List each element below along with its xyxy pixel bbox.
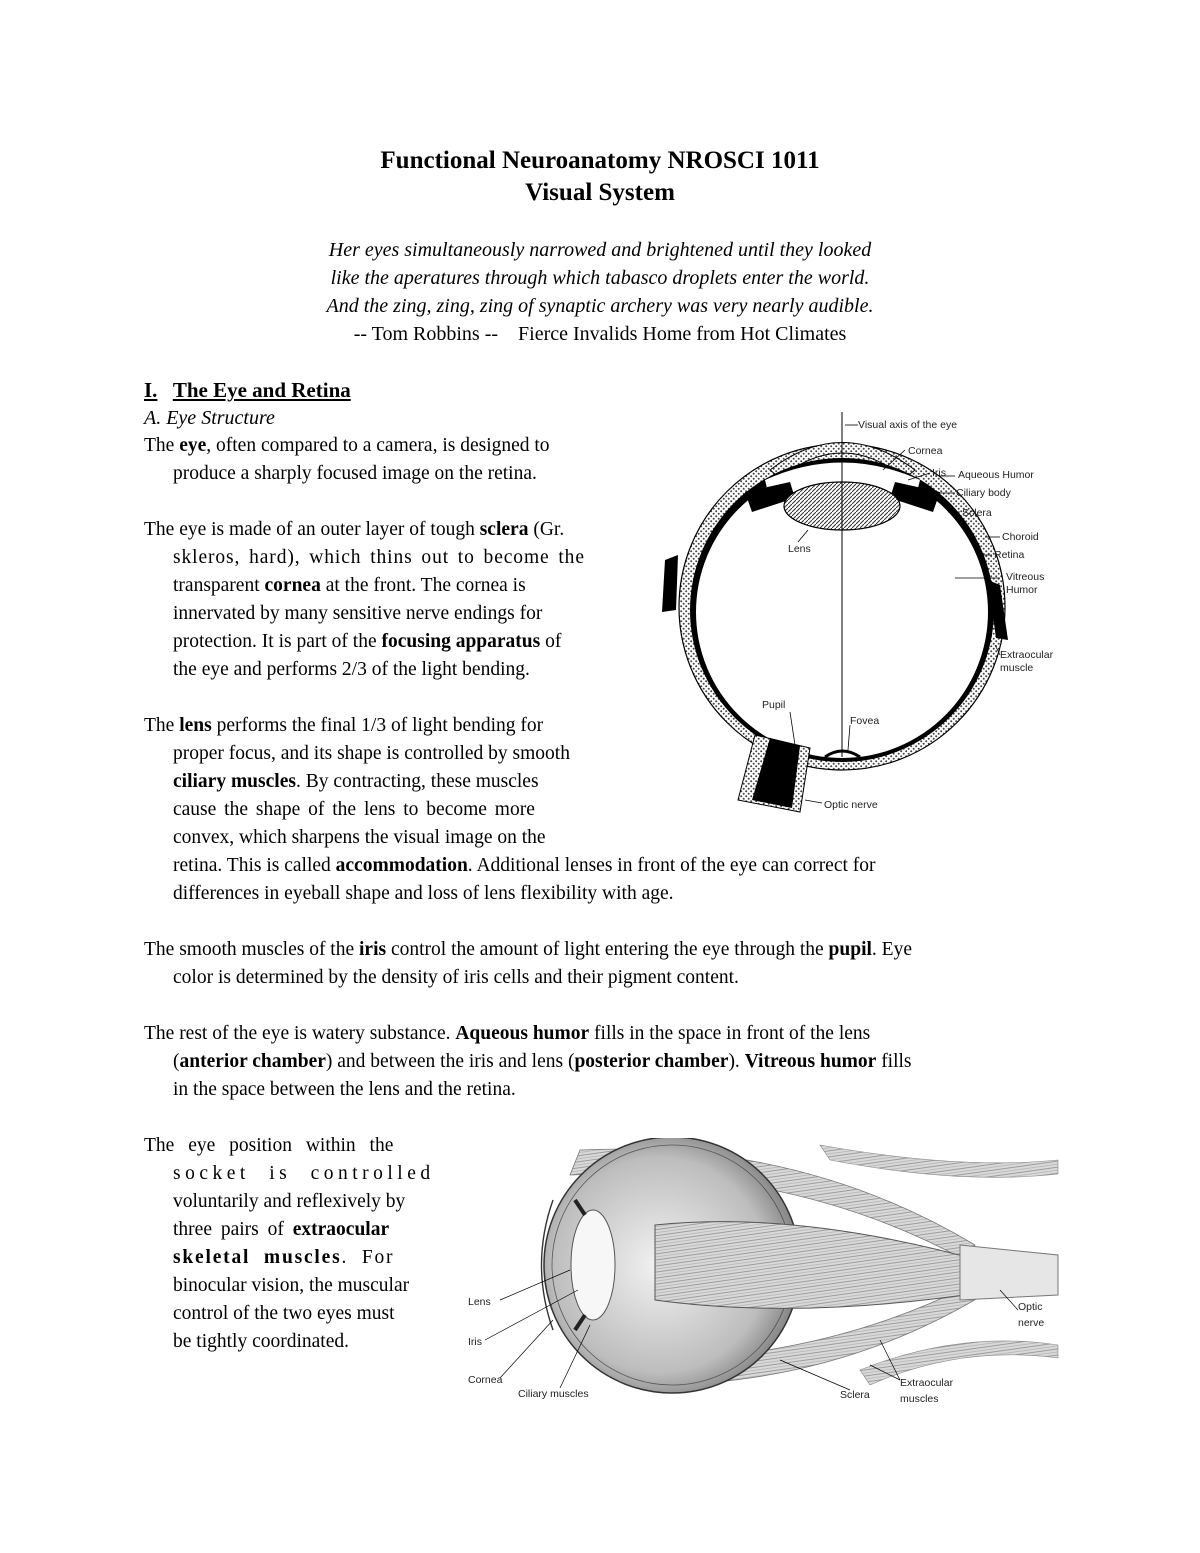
label-vitreous-1: Vitreous xyxy=(1006,571,1045,583)
text: the eye and performs 2/3 of the light bending. xyxy=(173,659,530,680)
term-pupil: pupil xyxy=(828,939,872,960)
label-pupil: Pupil xyxy=(762,699,786,711)
label-optic-nerve-1: Optic xyxy=(1018,1301,1043,1313)
term-iris: iris xyxy=(359,939,387,960)
text: transparent xyxy=(173,575,265,596)
eye-muscles-figure xyxy=(460,1138,1065,1418)
text: at the front. The cornea is xyxy=(320,575,526,596)
label-lens: Lens xyxy=(788,543,811,555)
label-fovea: Fovea xyxy=(850,715,880,727)
term-sclera: sclera xyxy=(479,519,529,540)
label-extraocular-2: muscle xyxy=(1000,662,1034,674)
epigraph-line-2: like the aperatures through which tabasco droplets enter the world. xyxy=(330,267,870,289)
text: The eye is made of an outer layer of tough xyxy=(144,519,480,540)
label-extraocular-muscles-2: muscles xyxy=(900,1393,939,1405)
text: . Additional lenses in front of the eye can correct for xyxy=(467,855,876,876)
text: three pairs of xyxy=(173,1219,293,1240)
text: socket is controlled xyxy=(173,1163,435,1184)
eye-cross-section-figure xyxy=(640,405,1080,820)
paragraph-iris xyxy=(144,936,1084,992)
text: , often compared to a camera, is designed to xyxy=(206,435,550,456)
label-ciliary-body: Ciliary body xyxy=(956,487,1011,499)
term-posterior-chamber: posterior chamber xyxy=(574,1051,729,1072)
text: (Gr. xyxy=(528,519,565,540)
text: performs the final 1/3 of light bending for xyxy=(211,715,544,736)
text: be tightly coordinated. xyxy=(173,1331,349,1352)
text: ). xyxy=(728,1051,745,1072)
document-subtitle: Visual System xyxy=(525,179,675,206)
text: retina. This is called xyxy=(173,855,336,876)
text: skleros, hard), which thins out to become the xyxy=(173,547,585,568)
text: binocular vision, the muscular xyxy=(173,1275,410,1296)
epigraph-line-1: Her eyes simultaneously narrowed and brightened until they looked xyxy=(328,239,872,261)
label-aqueous-humor: Aqueous Humor xyxy=(958,469,1034,481)
term-extraocular: extraocular xyxy=(292,1219,390,1240)
label-optic-nerve: Optic nerve xyxy=(824,799,878,811)
lens-shape-2 xyxy=(571,1210,615,1320)
label-cornea: Cornea xyxy=(908,445,943,457)
optic-nerve-shape-2 xyxy=(960,1245,1058,1300)
label-retina: Retina xyxy=(994,549,1025,561)
text: color is determined by the density of iris cells and their pigment content. xyxy=(173,967,739,988)
text: The rest of the eye is watery substance. xyxy=(144,1023,456,1044)
extraocular-muscle-left xyxy=(662,555,678,612)
text: of xyxy=(540,631,562,652)
term-focusing-apparatus: focusing apparatus xyxy=(381,631,541,652)
label-sclera-2: Sclera xyxy=(840,1389,870,1401)
subsection-heading: A. Eye Structure xyxy=(144,407,275,429)
term-anterior-chamber: anterior chamber xyxy=(179,1051,326,1072)
text: produce a sharply focused image on the retina. xyxy=(173,463,537,484)
paragraph-extraocular xyxy=(144,1132,456,1356)
term-cornea: cornea xyxy=(264,575,321,596)
section-number: I. xyxy=(144,378,158,402)
term-eye: eye xyxy=(179,435,207,456)
term-vitreous-humor: Vitreous humor xyxy=(744,1051,877,1072)
paragraph-eye-intro xyxy=(144,432,644,488)
section-title: The Eye and Retina xyxy=(172,378,351,402)
text: The xyxy=(144,715,180,736)
label-vitreous-2: Humor xyxy=(1006,584,1038,596)
text: fills in the space in front of the lens xyxy=(589,1023,871,1044)
text: ) and between the iris and lens ( xyxy=(325,1051,575,1072)
term-skeletal-muscles: skeletal muscles xyxy=(173,1247,342,1268)
text: proper focus, and its shape is controlled by smooth xyxy=(173,743,570,764)
text: . By contracting, these muscles xyxy=(295,771,539,792)
epigraph-attribution: -- Tom Robbins -- Fierce Invalids Home from Hot Climates xyxy=(353,323,847,345)
text: convex, which sharpens the visual image on the xyxy=(173,827,546,848)
text: The xyxy=(144,435,180,456)
term-lens: lens xyxy=(179,715,212,736)
text: The eye position within the xyxy=(144,1135,394,1156)
text: in the space between the lens and the retina. xyxy=(173,1079,516,1100)
text: . For xyxy=(341,1247,395,1268)
text: differences in eyeball shape and loss of lens flexibility with age. xyxy=(173,883,674,904)
label-iris-2: Iris xyxy=(468,1336,482,1348)
text: cause the shape of the lens to become more xyxy=(173,799,535,820)
text: control of the two eyes must xyxy=(173,1303,395,1324)
label-extraocular-muscles-1: Extraocular xyxy=(900,1377,954,1389)
paragraph-sclera xyxy=(144,516,644,684)
term-ciliary-muscles: ciliary muscles xyxy=(173,771,296,792)
label-sclera: Sclera xyxy=(962,507,992,519)
label-iris: Iris xyxy=(932,467,946,479)
label-visual-axis: Visual axis of the eye xyxy=(858,419,958,431)
label-optic-nerve-2: nerve xyxy=(1018,1317,1045,1329)
paragraph-humor xyxy=(144,1020,1084,1104)
text: voluntarily and reflexively by xyxy=(173,1191,406,1212)
label-lens-2: Lens xyxy=(468,1296,491,1308)
label-choroid: Choroid xyxy=(1002,531,1039,543)
text: fills xyxy=(876,1051,912,1072)
term-accommodation: accommodation xyxy=(335,855,468,876)
label-ciliary-muscles: Ciliary muscles xyxy=(518,1388,589,1400)
text: . Eye xyxy=(871,939,912,960)
section-heading xyxy=(144,376,351,404)
label-extraocular-1: Extraocular xyxy=(1000,649,1054,661)
text: protection. It is part of the xyxy=(173,631,382,652)
epigraph-line-3: And the zing, zing, zing of synaptic archery was very nearly audible. xyxy=(326,295,874,317)
text: innervated by many sensitive nerve endings for xyxy=(173,603,543,624)
text: control the amount of light entering the eye through the xyxy=(386,939,829,960)
term-aqueous-humor: Aqueous humor xyxy=(455,1023,590,1044)
text: ( xyxy=(173,1051,180,1072)
text: The smooth muscles of the xyxy=(144,939,360,960)
document-title: Functional Neuroanatomy NROSCI 1011 xyxy=(380,147,820,174)
label-cornea-2: Cornea xyxy=(468,1374,503,1386)
